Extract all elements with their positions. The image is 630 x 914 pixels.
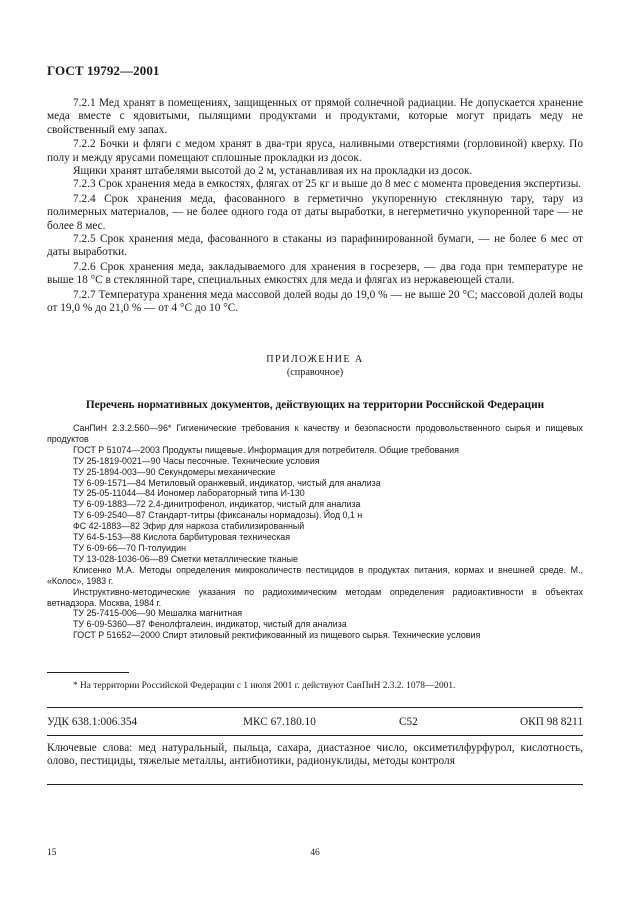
reference-item: ТУ 6-09-2540—87 Стандарт-титры (фиксаналы нормадозы). Йод 0,1 н	[73, 510, 363, 521]
appendix-subtitle: (справочное)	[286, 367, 344, 378]
paragraph-7-2-5: 7.2.5 Срок хранения меда, фасованного в стаканы из парафинированной бумаги, — не более 6 мес от даты выработки.	[47, 233, 583, 259]
appendix-title: ПРИЛОЖЕНИЕ А	[266, 354, 364, 365]
references-list	[47, 423, 583, 641]
reference-item: ГОСТ Р 51074—2003 Продукты пищевые. Информация для потребителя. Общие требования	[73, 444, 459, 455]
paragraph-7-2-7: 7.2.7 Температура хранения меда массовой долей воды до 19,0 % — не выше 20 °С; массовой долей воды от 19,0 % до 21,0 % — от 4 °С до 10 °С.	[47, 288, 583, 315]
reference-item: ТУ 64-5-153—88 Кислота барбитуровая техническая	[73, 532, 291, 543]
paragraph-7-2-3: 7.2.3 Срок хранения меда в емкостях, флягах от 25 кг и выше до 8 мес с момента проведения экспертизы.	[73, 178, 582, 191]
page-number-center: 46	[310, 848, 320, 858]
reference-item: ТУ 6-09-1571—84 Метиловый оранжевый, индикатор, чистый для анализа	[73, 477, 381, 488]
reference-item: ТУ 13-028-1036-06—89 Сметки металлические тканые	[73, 553, 298, 564]
page-number-left: 15	[47, 848, 57, 858]
reference-item: ТУ 25-05-11044—84 Иономер лабораторный типа И-130	[73, 488, 305, 499]
reference-item: Клисенко М.А. Методы определения микроколичеств пестицидов в продуктах питания, кормах и внешней среде. М., «Колос», 1983 г.	[47, 564, 583, 586]
reference-item: ТУ 25-1819-0021—90 Часы песочные. Технические условия	[73, 455, 320, 466]
references-list-title: Перечень нормативных документов, действующих на территории Российской Федерации	[85, 399, 545, 411]
keywords-bottom-rule	[47, 784, 583, 785]
reference-item: ТУ 6-09-5360—87 Фенолфталеин, индикатор, чистый для анализа	[73, 619, 347, 630]
mks-code: МКС 67.180.10	[243, 716, 316, 728]
reference-item: Инструктивно-методические указания по радиохимическим методам определения радиоактивности в объектах ветнадзора. Москва, 1984 г.	[47, 586, 583, 608]
okp-code: ОКП 98 8211	[520, 716, 583, 728]
classification-top-rule	[47, 707, 583, 708]
udk-code: УДК 638.1:006.354	[47, 716, 138, 728]
paragraph-7-2-1: 7.2.1 Мед хранят в помещениях, защищенных от прямой солнечной радиации. Не допускается хранение меда вместе с ядовитыми, пылящими продуктами и продуктами, которые могут придать меду не свойственный ему запах.	[47, 97, 583, 136]
footnote: * На территории Российской Федерации с 1 июля 2001 г. действуют СанПиН 2.3.2. 1078—2001.	[73, 681, 456, 691]
reference-item: ТУ 6-09-1883—72 2.4-динитрофенол, индикатор, чистый для анализа	[73, 499, 361, 510]
standard-header: ГОСТ 19792—2001	[47, 63, 160, 78]
reference-item: ТУ 6-09-66—70 П-толуидин	[73, 542, 186, 553]
classification-row	[47, 716, 583, 730]
paragraph-7-2-2: 7.2.2 Бочки и фляги с медом хранят в два-три яруса, наливными отверстиями (горловиной) кверху. По полу и между ярусами помещают сплошные прокладки из досок.	[47, 138, 583, 164]
section-7-2	[47, 97, 583, 316]
keywords: Ключевые слова: мед натуральный, пыльца, сахара, диастазное число, оксиметилфурфурол, кислотность, олово, пестициды, тяжелые металлы, антибиотики, радионуклиды, методы контроля	[47, 742, 583, 768]
group-code: С52	[399, 716, 418, 728]
paragraph-7-2-6: 7.2.6 Срок хранения меда, закладываемого для хранения в госрезерв, — два года при температуре не выше 18 °С в стеклянной таре, специальных емкостях для меда и флягах из нержавеющей стали.	[47, 260, 583, 287]
classification-bottom-rule	[47, 735, 583, 736]
reference-item: ТУ 25-7415-006—90 Мешалка магнитная	[73, 608, 243, 619]
paragraph-boxes-storage: Ящики хранят штабелями высотой до 2 м, устанавливая их на прокладки из досок.	[73, 165, 473, 178]
footnote-divider	[47, 672, 129, 673]
reference-item: СанПиН 2.3.2.560—96* Гигиенические требования к качеству и безопасности продовольственного сырья и пищевых продуктов	[47, 423, 583, 444]
reference-item: ФС 42-1883—82 Эфир для наркоза стабилизированный	[73, 521, 305, 532]
paragraph-7-2-4: 7.2.4 Срок хранения меда, фасованного в герметично укупоренную стеклянную тару, тару из полимерных материалов, — не более одного года от даты выработки, в негерметично укупоренной таре — не более 8 мес.	[47, 192, 583, 232]
reference-item: ГОСТ Р 51652—2000 Спирт этиловый ректификованный из пищевого сырья. Технические условия	[73, 630, 481, 641]
reference-item: ТУ 25-1894-003—90 Секундомеры механические	[73, 466, 276, 477]
